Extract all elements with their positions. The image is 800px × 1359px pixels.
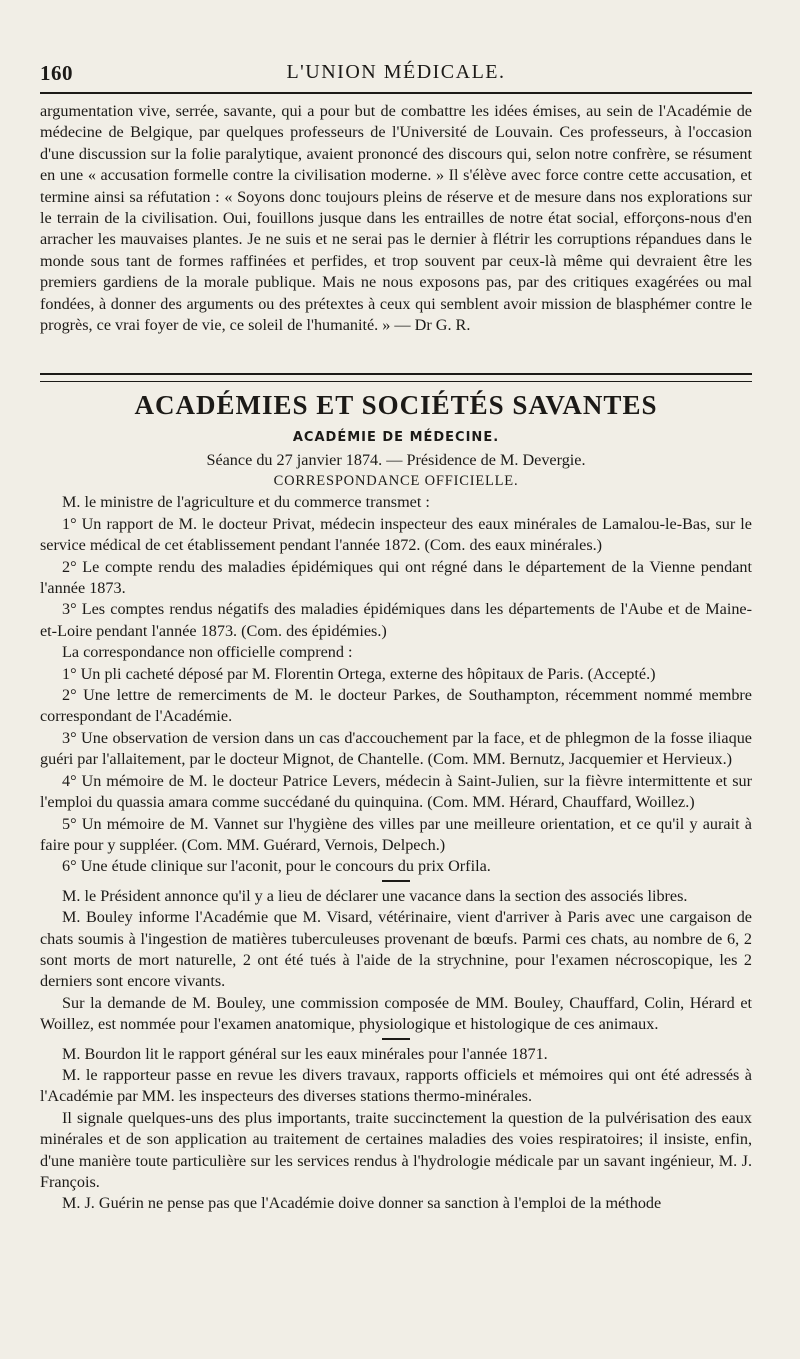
academy-heading: ACADÉMIE DE MÉDECINE. [292, 430, 500, 445]
paragraph: M. Bourdon lit le rapport général sur les eaux minérales pour l'année 1871. [62, 1044, 548, 1063]
paragraph: 6° Une étude clinique sur l'aconit, pour le concours du prix Orfila. [62, 857, 491, 876]
paragraph: Il signale quelques-uns des plus importants, traite succinctement la question de la pulvérisation des eaux minérales et de son application au traitement de certaines maladies des voies respiratoires; il insiste, enfin, d'une manière toute particulière sur les services rendus à l'hydrologie médicale par un savant ingénieur, M. J. François. [40, 1108, 752, 1191]
page-number: 160 [40, 61, 73, 85]
paragraph: 5° Un mémoire de M. Vannet sur l'hygiène des villes par une meilleure orientation, et ce qu'il y aurait à faire pour y suppléer. (Com. MM. Guérard, Vernois, Delpech.) [40, 814, 752, 854]
paragraph: 1° Un rapport de M. le docteur Privat, médecin inspecteur des eaux minérales de Lamalou-le-Bas, sur le service médical de cet établissement pendant l'année 1872. (Com. des eaux minérales.) [40, 514, 752, 555]
paragraph: M. le Président annonce qu'il y a lieu de déclarer une vacance dans la section des associés libres. [62, 886, 688, 905]
correspondence-heading: CORRESPONDANCE OFFICIELLE. [273, 473, 519, 490]
journal-page [40, 0, 752, 1359]
page-header [40, 58, 752, 88]
paragraph: 2° Le compte rendu des maladies épidémiques qui ont régné dans le département de la Vienne pendant l'année 1873. [40, 557, 752, 598]
paragraph: 4° Un mémoire de M. le docteur Patrice Levers, médecin à Saint-Julien, sur la fièvre intermittente et sur l'emploi du quassia amara comme succédané du quinquina. (Com. MM. Hérard, Chauffard, Woillez.) [40, 771, 752, 812]
paragraph: M. le ministre de l'agriculture et du commerce transmet : [62, 493, 430, 512]
paragraph: M. le rapporteur passe en revue les divers travaux, rapports officiels et mémoires qui ont été adressés à l'Académie par MM. les inspecteurs des diverses stations thermo-minérales. [40, 1065, 752, 1106]
paragraph: Sur la demande de M. Bouley, une commission composée de MM. Bouley, Chauffard, Colin, Hérard et Woillez, est nommée pour l'examen anatomique, physiologique et histologique de ces animaux. [40, 993, 752, 1034]
paragraph: 3° Les comptes rendus négatifs des maladies épidémiques dans les départements de l'Aube et de Maine-et-Loire pendant l'année 1873. (Com. des épidémies.) [40, 600, 752, 640]
section-double-rule [40, 373, 752, 382]
paragraph: 1° Un pli cacheté déposé par M. Florentin Ortega, externe des hôpitaux de Paris. (Accepté.) [62, 664, 656, 683]
paragraph: M. J. Guérin ne pense pas que l'Académie doive donner sa sanction à l'emploi de la méthode [62, 1194, 662, 1213]
session-line: Séance du 27 janvier 1874. — Présidence de M. Devergie. [206, 451, 586, 469]
paragraph: La correspondance non officielle comprend : [62, 643, 353, 662]
paragraph: M. Bouley informe l'Académie que M. Visard, vétérinaire, vient d'arriver à Paris avec une cargaison de chats soumis à l'ingestion de matières tuberculeuses provenant de bœufs. Parmi ces chats, au nombre de 6, 2 sont morts de mort naturelle, 2 ont été tués à l'aide de la strychnine, pour l'examen nécroscopique, les 2 derniers sont encore vivants. [40, 908, 752, 991]
intro-paragraph: argumentation vive, serrée, savante, qui a pour but de combattre les idées émises, au sein de l'Académie de médecine de Belgique, par quelques professeurs de l'Université de Louvain. Ces professeurs, à l'occasion d'une discussion sur la folie paralytique, avaient prononcé des discours qui, selon notre confrère, se résument en une « accusation formelle contre la civilisation moderne. » Il s'élève avec force contre cette accusation, et termine ainsi sa réfutation : « Soyons donc toujours pleins de réserve et de mesure dans nos explorations sur le terrain de la civilisation. Oui, fouillons jusque dans les entrailles de notre état social, efforçons-nous d'en arracher les mauvaises plantes. Je ne suis et ne serai pas le dernier à flétrir les corruptions répandues dans le monde sous tant de formes raffinées et perfides, et trop souvent par ceux-là même qui devraient être les premiers gardiens de la morale publique. Mais ne nous exposons pas, par des critiques exagérées ou mal fondées, à donner des arguments ou des prétextes à ceux qui semblent avoir mission de blasphémer contre le progrès, ce vrai foyer de vie, ce soleil de l'humanité. » — Dr G. R. [40, 102, 752, 335]
running-title: L'UNION MÉDICALE. [286, 61, 506, 83]
paragraph: 3° Une observation de version dans un cas d'accouchement par la face, et de phlegmon de la fosse iliaque guéri par l'allaitement, par le docteur Mignot, de Chantelle. (Com. MM. Bernutz, Jacquemier et Hervieux.) [40, 728, 752, 769]
paragraph: 2° Une lettre de remerciments de M. le docteur Parkes, de Southampton, récemment nommé membre correspondant de l'Académie. [40, 686, 752, 726]
section-body [40, 388, 752, 1215]
intro-block [40, 101, 752, 336]
section-title: ACADÉMIES ET SOCIÉTÉS SAVANTES [134, 390, 658, 420]
header-rule [40, 92, 752, 94]
